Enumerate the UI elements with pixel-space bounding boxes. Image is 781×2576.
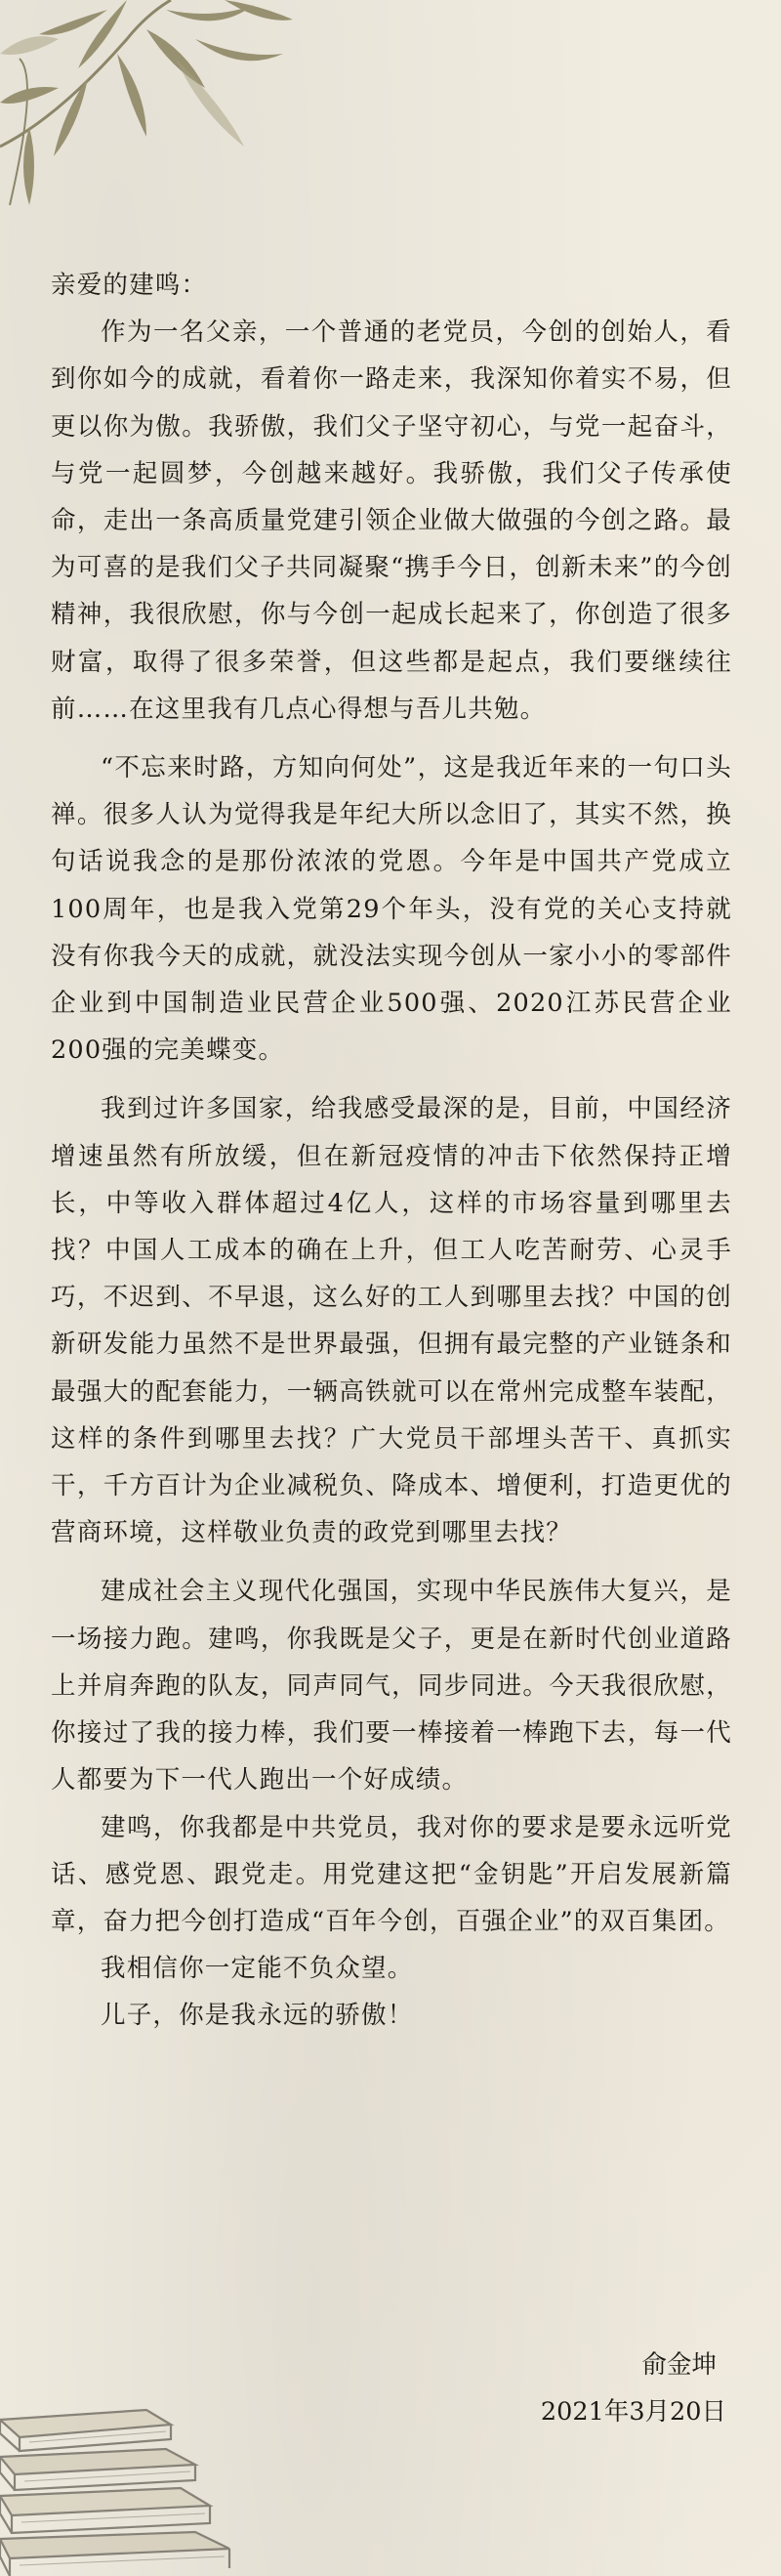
letter-paragraph-1: 作为一名父亲，一个普通的老党员，今创的创始人，看到你如今的成就，看着你一路走来，我深知你着实不易，但更以你为傲。我骄傲，我们父子坚守初心，与党一起奋斗，与党一起圆梦，今创越来越好。我骄傲，我们父子传承使命，走出一条高质量党建引领企业做大做强的今创之路。最为可喜的是我们父子共同凝聚“携手今日，创新未来”的今创精神，我很欣慰，你与今创一起成长起来了，你创造了很多财富，取得了很多荣誉，但这些都是起点，我们要继续往前……在这里我有几点心得想与吾儿共勉。 — [51, 317, 732, 724]
bamboo-leaves-decoration — [0, 0, 312, 225]
letter-paragraph-5: 建鸣，你我都是中共党员，我对你的要求是要永远听党话、感党恩、跟党走。用党建这把“金钥匙”开启发展新篇章，奋力把今创打造成“百年今创，百强企业”的双百集团。 — [51, 1812, 732, 1936]
letter-body — [51, 262, 732, 2040]
letter-paragraph-2: “不忘来时路，方知向何处”，这是我近年来的一句口头禅。很多人认为觉得我是年纪大所以念旧了，其实不然，换句话说我念的是那份浓浓的党恩。今年是中国共产党成立100周年，也是我入党第29个年头，没有党的关心支持就没有你我今天的成就，就没法实现今创从一家小小的零部件企业到中国制造业民营企业500强、2020江苏民营企业200强的完美蝶变。 — [51, 753, 732, 1066]
letter-paragraph-3: 我到过许多国家，给我感受最深的是，目前，中国经济增速虽然有所放缓，但在新冠疫情的冲击下依然保持正增长，中等收入群体超过4亿人，这样的市场容量到哪里去找？中国人工成本的确在上升，但工人吃苦耐劳、心灵手巧，不迟到、不早退，这么好的工人到哪里去找？中国的创新研发能力虽然不是世界最强，但拥有最完整的产业链条和最强大的配套能力，一辆高铁就可以在常州完成整车装配，这样的条件到哪里去找？广大党员干部埋头苦干、真抓实干，千方百计为企业减税负、降成本、增便利，打造更优的营商环境，这样敬业负责的政党到哪里去找？ — [51, 1094, 732, 1548]
letter-signature: 俞金坤 — [641, 2350, 717, 2380]
letter-greeting: 亲爱的建鸣： — [51, 271, 208, 300]
letter-paragraph-4: 建成社会主义现代化强国，实现中华民族伟大复兴，是一场接力跑。建鸣，你我既是父子，更是在新时代创业道路上并肩奔跑的队友，同声同气，同步同进。今天我很欣慰，你接过了我的接力棒，我们要一棒接着一棒跑下去，每一代人都要为下一代人跑出一个好成绩。 — [51, 1577, 732, 1795]
letter-signature-block — [541, 2342, 726, 2435]
letter-date: 2021年3月20日 — [540, 2397, 726, 2427]
letter-paragraph-7: 儿子，你是我永远的骄傲！ — [101, 2001, 414, 2031]
letter-paragraph-6: 我相信你一定能不负众望。 — [101, 1954, 414, 1984]
stacked-books-decoration — [0, 2381, 244, 2576]
